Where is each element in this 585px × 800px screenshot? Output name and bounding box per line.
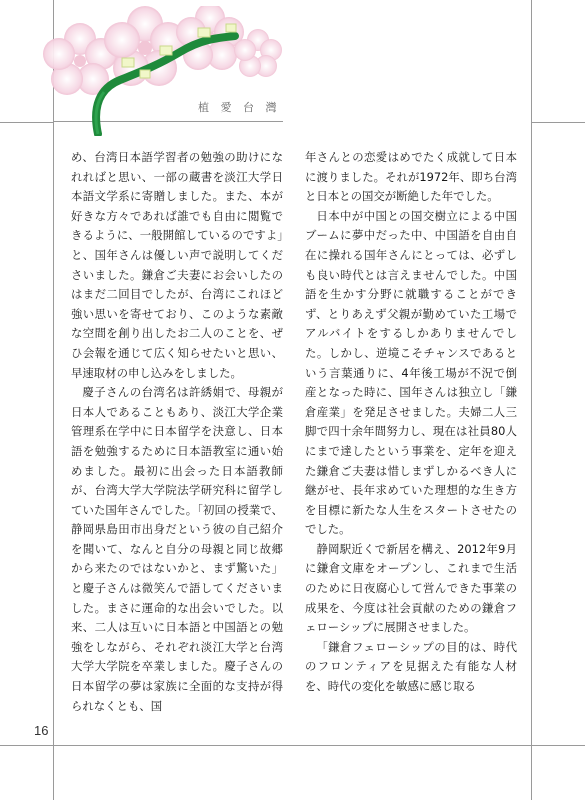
paragraph: 「鎌倉フェローシップの目的は、時代のフロンティアを見据えた有能な人材を、時代の変化を敏感に感じ取る <box>305 639 517 694</box>
margin-rule-right <box>531 0 532 800</box>
paragraph: 静岡駅近くで新居を構え、2012年9月に鎌倉文庫をオープンし、これまで生活のために日夜腐心して営んできた事業の成果を、今度は社会貢献のための鎌倉フェローシップに展開させました。 <box>305 541 517 635</box>
article-column-left <box>71 148 283 716</box>
paragraph: め、台湾日本語学習者の勉強の助けになれればと思い、一部の蔵書を淡江大学日本語文学系に寄贈しました。また、本が好きな方々であれば誰でも自由に閲覧できるように、一般開館しているのですよ」と、国年さんは優しい声で説明してくださいました。鎌倉ご夫妻にお会いしたのはまだ二回目でしたが、台湾にこれほど強い思いを寄せており、このような素敵な空間を創り出したお二人のことを、ぜひ会報を通じて広く知らせたいと思い、早速取材の申し込みをしました。 <box>71 150 283 380</box>
margin-rule-top-right <box>531 122 585 123</box>
article-column-right <box>305 148 517 697</box>
cherry-blossom-branch-illustration <box>40 6 290 136</box>
paragraph: 年さんとの恋愛はめでたく成就して日本に渡りました。それが1972年、即ち台湾と日本との国交が断絶した年でした。 <box>305 150 517 204</box>
margin-rule-bottom <box>0 745 585 746</box>
section-title: 植 愛 台 灣 <box>198 101 281 114</box>
paragraph: 慶子さんの台湾名は許綉娟で、母親が日本人であることもあり、淡江大学企業管理系在学中に日本留学を決意し、日本語を勉強するために日本語教室に通い始めました。最初に出会った日本語教師が、台湾大学大学院法学研究科に留学していた国年さんでした。「初回の授業で、静岡県島田市出身だという彼の自己紹介を聞いて、なんと自分の母親と同じ故郷から来たのではないかと、まず驚いた」と慶子さんは微笑んで語してくださいました。まさに運命的な出会いでした。以来、二人は互いに日本語と中国語との勉強をしながら、それぞれ淡江大学と台湾大学大学院を卒業しました。慶子さんの日本留学の夢は家族に全面的な支持が得られなくとも、国 <box>71 385 283 713</box>
paragraph: 日本中が中国との国交樹立による中国ブームに夢中だった中、中国語を自由自在に操れる国年さんにとっては、必ずしも良い時代とは言えませんでした。中国語を生かす分野に就職することができず、とりあえず父親が勤めていた工場でアルバイトをするしかありませんでした。しかし、逆境こそチャンスであるという言葉通りに、4年後工場が不況で倒産となった時に、国年さんは独立し「鎌倉産業」を発足させました。夫婦二人三脚で四十余年間努力し、現在は社員80人にまで達したという事業を、定年を迎えた鎌倉ご夫妻は惜しまずしかるべき人に継がせ、長年求めていた理想的な生き方を目標に新たな人生をスタートさせたのでした。 <box>305 208 517 537</box>
page-number: 16 <box>34 723 49 738</box>
